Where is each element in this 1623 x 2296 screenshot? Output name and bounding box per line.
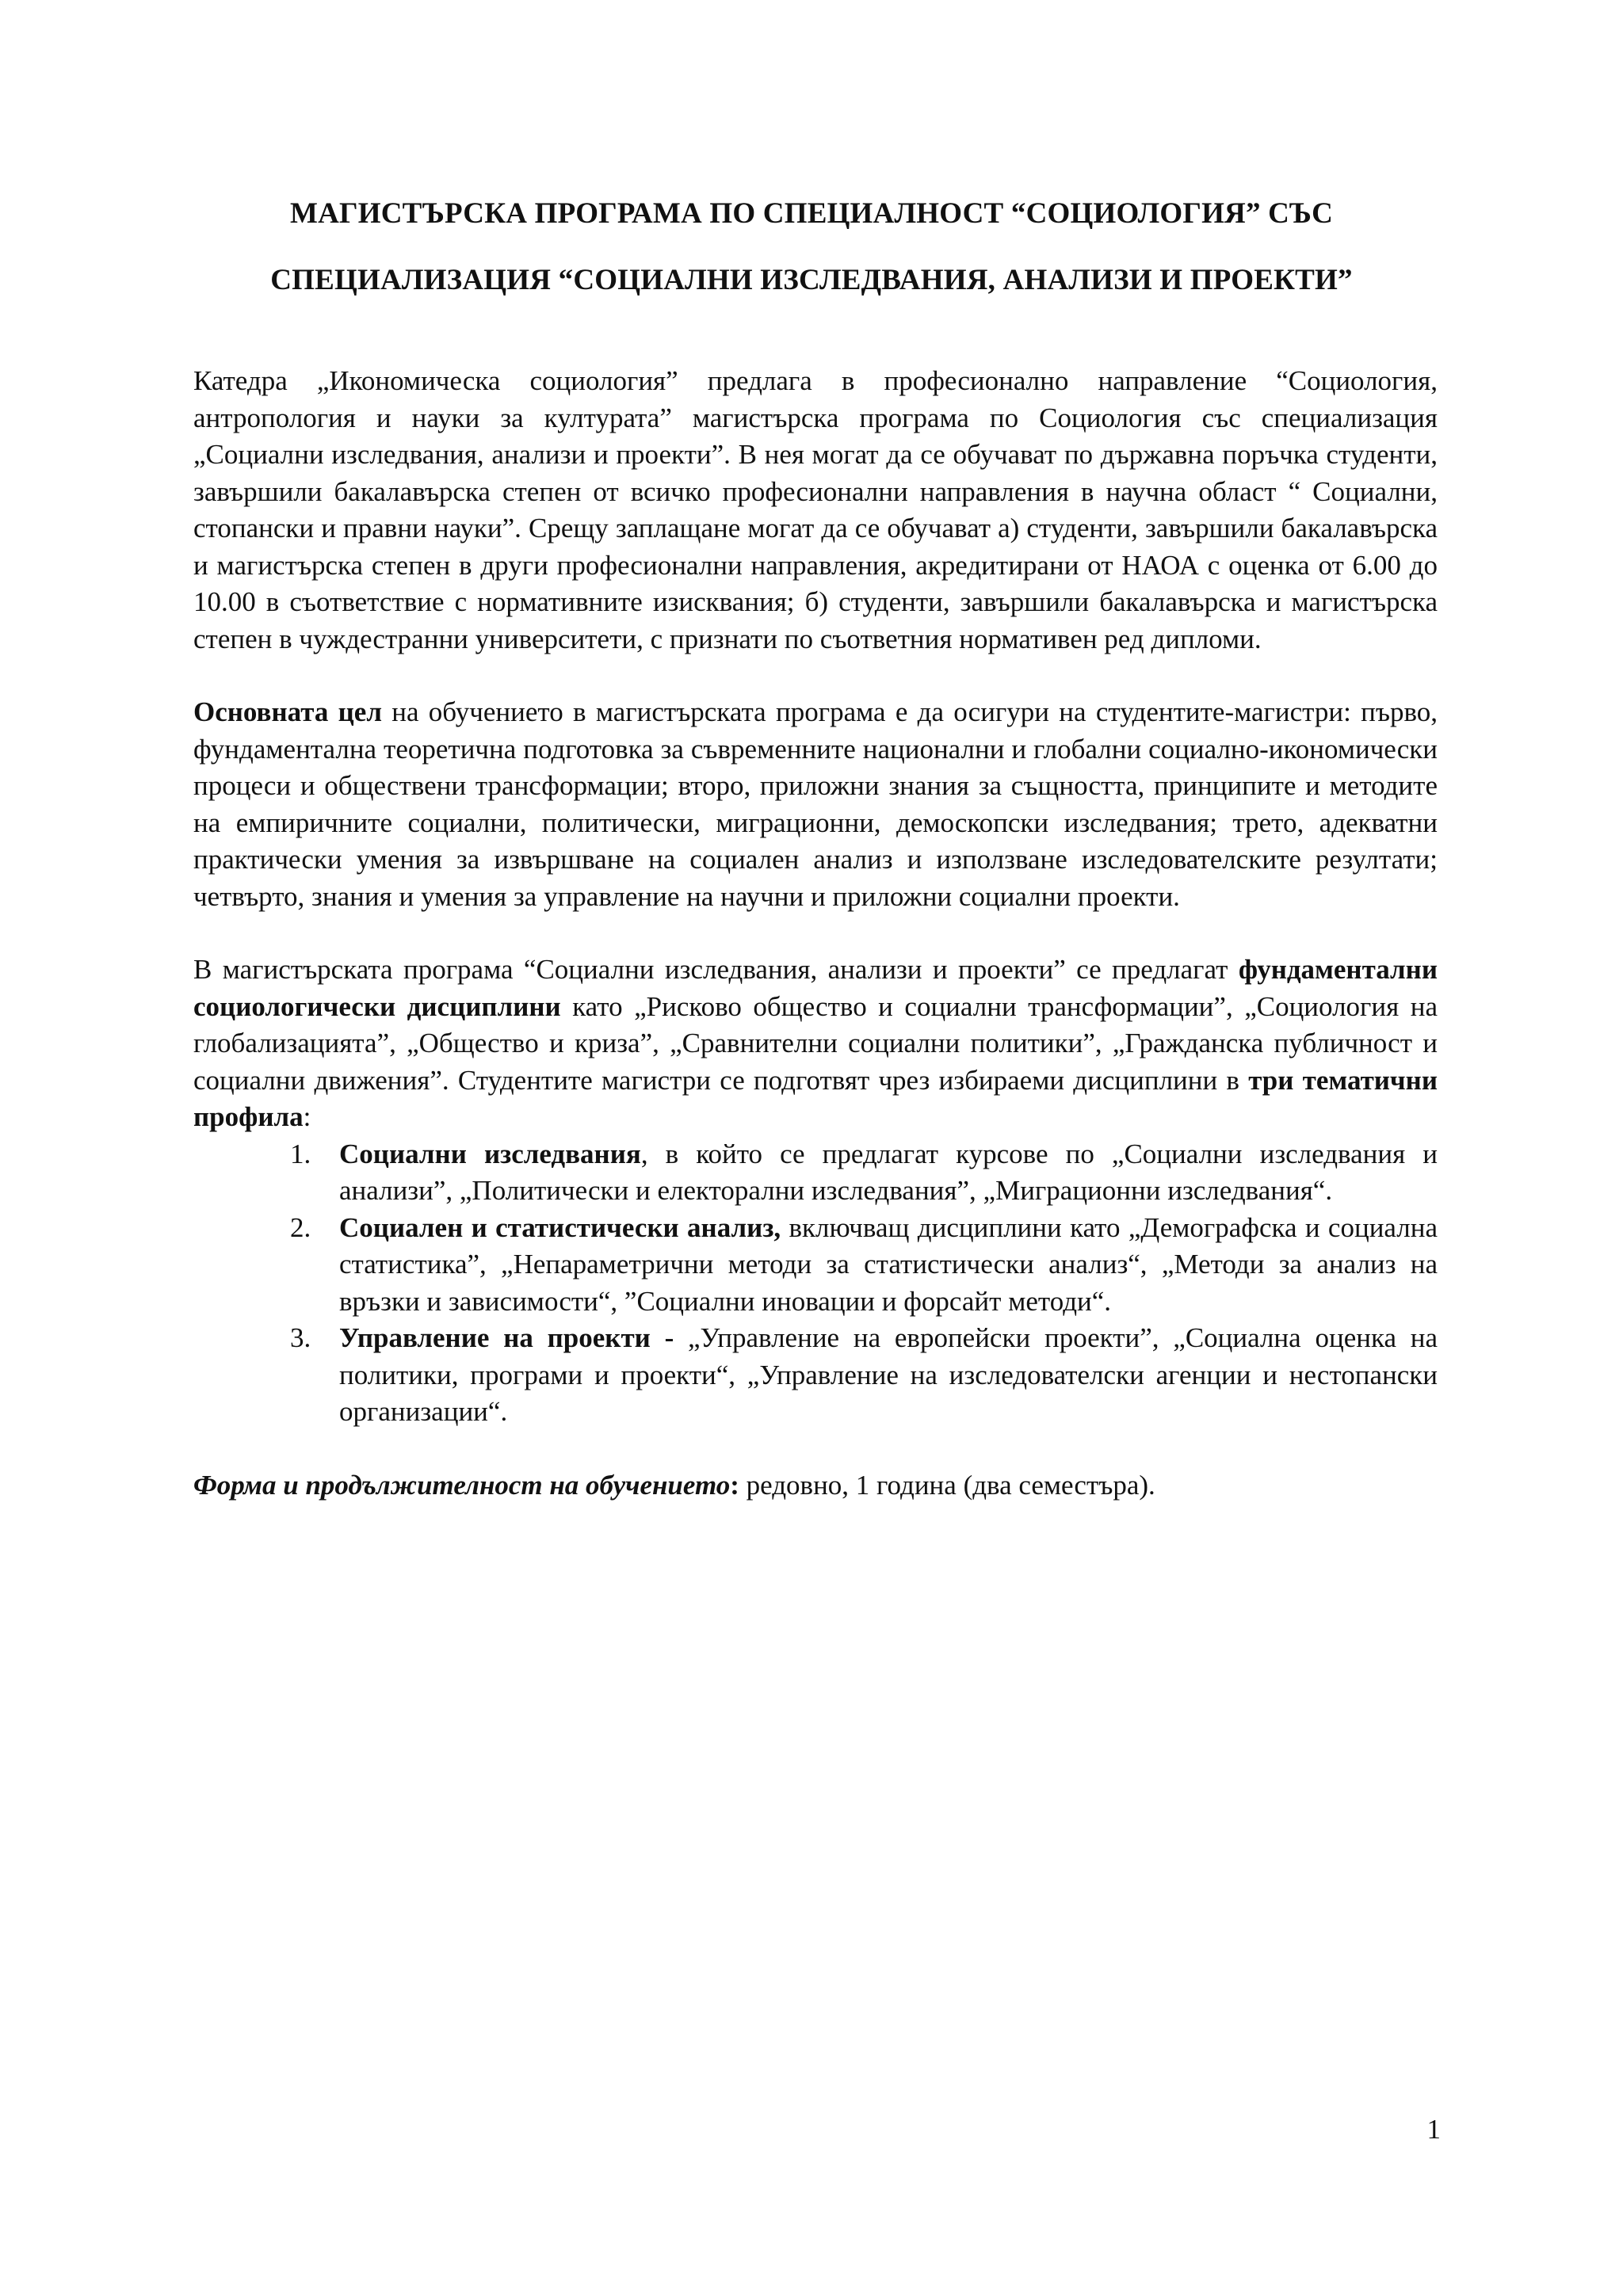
page-number: 1 bbox=[1426, 2114, 1441, 2145]
form-paragraph bbox=[193, 1467, 1438, 1505]
list-item-text: „Управление на европейски проекти”, „Социална оценка на политики, програми и проекти“, „Управление на изследователски агенции и нестопански организации“. bbox=[339, 1322, 1438, 1427]
program-text-1: В магистърската програма “Социални изследвания, анализи и проекти” се предлагат bbox=[193, 954, 1239, 985]
list-item-title: Социален и статистически анализ, bbox=[339, 1211, 781, 1243]
list-item-text: , в който се предлагат курсове по „Социални изследвания и анализи”, „Политически и електорални изследвания”, „Миграционни изследвания“. bbox=[339, 1138, 1438, 1206]
goal-paragraph bbox=[193, 694, 1438, 915]
document-body bbox=[193, 363, 1438, 1540]
goal-label: Основната цел bbox=[193, 696, 382, 727]
list-item-number: 1. bbox=[290, 1138, 311, 1169]
program-bold-1: фундаментални социологически дисциплини bbox=[193, 954, 1438, 1022]
list-item-title: Управление на проекти - bbox=[339, 1322, 674, 1353]
list-item bbox=[193, 1320, 1438, 1431]
list-item-text: включващ дисциплини като „Демографска и социална статистика”, „Непараметрични методи за статистически анализ“, „Методи за анализ на връзки и зависимости“, ”Социални иновации и форсайт методи“. bbox=[339, 1211, 1438, 1317]
list-item-title: Социални изследвания bbox=[339, 1138, 641, 1169]
list-item bbox=[193, 1210, 1438, 1321]
program-text-2: като „Рисково общество и социални трансформации”, „Социология на глобализацията”, „Общество и криза”, „Сравнителни социални политики”, „Гражданска публичност и социални движения”. Студентите магистри се подготвят чрез избираеми дисциплини в bbox=[193, 990, 1438, 1096]
intro-paragraph: Катедра „Икономическа социология” предлага в професионално направление “Социология, антропология и науки за културата” магистърска програма по Социология със специализация „Социални изследвания, анализи и проекти”. В нея могат да се обучават по държавна поръчка студенти, завършили бакалавърска степен от всичко професионални направления в научна област “ Социални, стопански и правни науки”. Срещу заплащане могат да се обучават а) студенти, завършили бакалавърска и магистърска степен в други професионални направления, акредитирани от НАОА с оценка от 6.00 до 10.00 в съответствие с нормативните изисквания; б) студенти, завършили бакалавърска и магистърска степен в чуждестранни университети, с признати по съответния нормативен ред дипломи. bbox=[193, 365, 1438, 654]
title-line-2: СПЕЦИАЛИЗАЦИЯ “СОЦИАЛНИ ИЗСЛЕДВАНИЯ, АНАЛИЗИ И ПРОЕКТИ” bbox=[270, 264, 1353, 296]
list-item bbox=[193, 1136, 1438, 1210]
program-text-3: : bbox=[303, 1101, 311, 1132]
document-title bbox=[158, 181, 1465, 314]
title-line-1: МАГИСТЪРСКА ПРОГРАМА ПО СПЕЦИАЛНОСТ “СОЦИОЛОГИЯ” СЪС bbox=[289, 197, 1333, 230]
form-label: Форма и продължителност на обучението bbox=[193, 1469, 731, 1501]
goal-text: на обучението в магистърската програма е да осигури на студентите-магистри: първо, фундаментална теоретична подготовка за съвременните национални и глобални социално-икономически процеси и обществени трансформации; второ, приложни знания за същността, принципите и методите на емпиричните социални, политически, миграционни, демоскопски изследвания; трето, адекватни практически умения за извършване на социален анализ и използване изследователските резултати; четвърто, знания и умения за управление на научни и приложни социални проекти. bbox=[193, 696, 1438, 912]
form-text: редовно, 1 година (два семестъра). bbox=[739, 1469, 1155, 1501]
profiles-list bbox=[193, 1136, 1438, 1431]
program-bold-2: три тематични профила bbox=[193, 1064, 1438, 1132]
program-paragraph bbox=[193, 952, 1438, 1136]
list-item-number: 2. bbox=[290, 1211, 311, 1243]
form-colon: : bbox=[730, 1469, 739, 1501]
list-item-number: 3. bbox=[290, 1322, 311, 1353]
